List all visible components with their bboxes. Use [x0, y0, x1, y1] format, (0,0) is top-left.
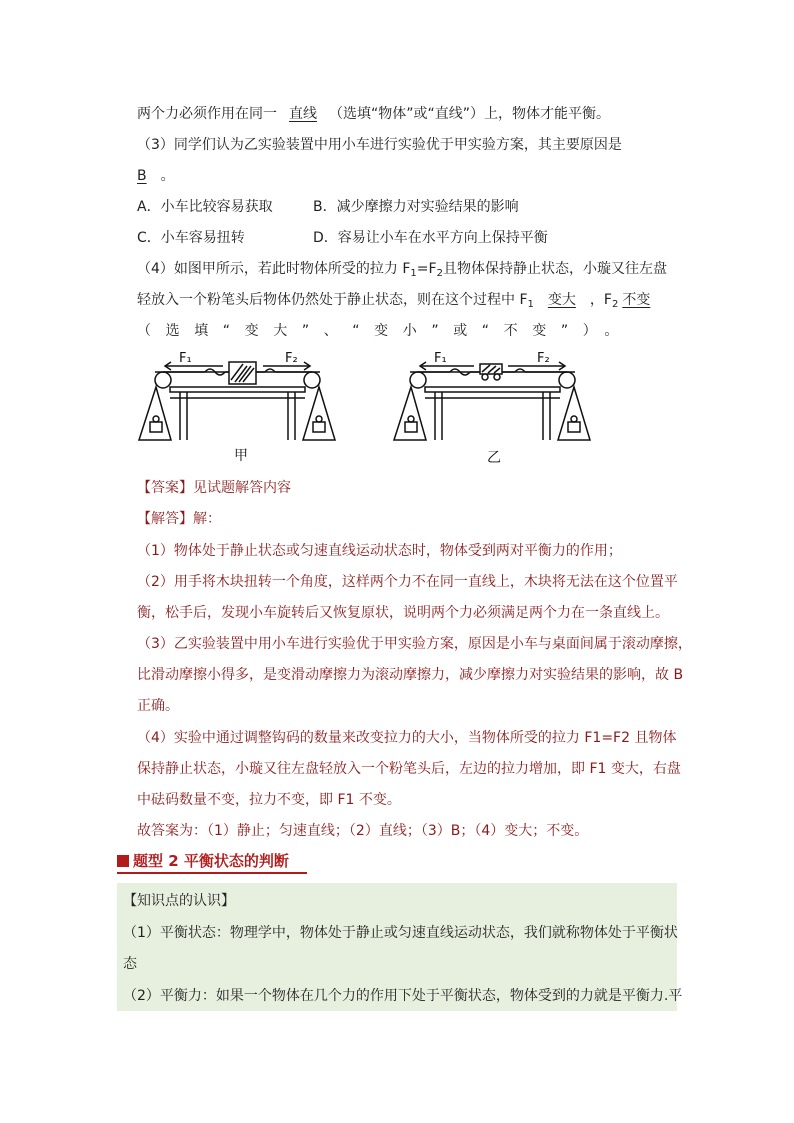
knowledge-k2-l1: （2）平衡力：如果一个物体在几个力的作用下处于平衡状态，物体受到的力就是平衡力.平 [123, 988, 683, 1004]
f2-label-jia: F₂ [285, 351, 298, 366]
f1-label-jia: F₁ [179, 351, 192, 366]
analysis-p2-l1: （2）用手将木块扭转一个角度，这样两个力不在同一直线上，木块将无法在这个位置平 [137, 574, 678, 590]
analysis-p3-l1: （3）乙实验装置中用小车进行实验优于甲实验方案，原因是小车与桌面间属于滚动摩擦， [137, 636, 692, 652]
q4-line2 [137, 290, 654, 315]
heading-underline [117, 872, 307, 874]
q2-suffix: （选填“物体”或“直线”）上，物体才能平衡。 [329, 106, 611, 122]
final-answer: 故答案为：（1）静止；匀速直线；（2）直线；（3）B；（4）变大；不变。 [137, 823, 589, 839]
analysis-p2-l2: 衡，松手后，发现小车旋转后又恢复原状，说明两个力必须满足两个力在一条直线上。 [137, 605, 669, 621]
knowledge-k1-l1: （1）平衡状态：物理学中，物体处于静止或匀速直线运动状态，我们就称物体处于平衡状 [123, 925, 678, 941]
knowledge-k1-l2: 态 [123, 956, 137, 972]
q4-sub2b: 2 [611, 299, 619, 310]
q4-line1 [137, 259, 667, 284]
section-heading [117, 850, 289, 872]
q3-options-cd [137, 228, 548, 248]
q4-sub1b: 1 [527, 299, 534, 310]
analysis-p1: （1）物体处于静止状态或匀速直线运动状态时，物体受到两对平衡力的作用； [137, 543, 622, 559]
q4-text-c: 且物体保持静止状态，小璇又往左盘 [442, 261, 667, 277]
q3-answer: B [137, 168, 147, 184]
f2-answer: 不变 [622, 292, 651, 308]
q4-text-b: =F [416, 261, 437, 277]
experiment-diagram [135, 350, 595, 465]
knowledge-label: 【知识点的认识】 [123, 893, 235, 909]
caption-jia: 甲 [234, 448, 248, 464]
q2-answer: 直线 [289, 106, 317, 122]
analysis-p3-l2: 比滑动摩擦小得多，是变滑动摩擦力为滚动摩擦力，减少摩擦力对实验结果的影响，故 B [137, 667, 684, 683]
option-d: D．容易让小车在水平方向上保持平衡 [313, 230, 548, 246]
analysis-label: 【解答】解： [137, 511, 221, 527]
q4-line3: （选填“变大”、“变小”或“不变”）。 [137, 323, 633, 339]
f1-label-yi: F₁ [434, 351, 447, 366]
q3-answer-line [137, 166, 175, 186]
q4-text-d: 轻放入一个粉笔头后物体仍然处于静止状态，则在这个过程中 F [137, 292, 528, 308]
knowledge-box [117, 883, 683, 1011]
apparatus-yi [394, 362, 590, 440]
f2-label-yi: F₂ [537, 351, 550, 366]
q2-tail-line [137, 104, 610, 124]
q4-sub1: 1 [410, 268, 417, 279]
analysis-p4-l1: （4）实验中通过调整钩码的数量来改变拉力的大小，当物体所受的拉力 F1=F2 且物体 [137, 730, 677, 746]
q2-prefix: 两个力必须作用在同一 [137, 106, 277, 122]
caption-yi: 乙 [487, 450, 501, 465]
q3-options-ab [137, 197, 519, 217]
q4-sep: ，F [589, 292, 612, 308]
analysis-p3-l3: 正确。 [137, 698, 179, 714]
q3-stem: （3）同学们认为乙实验装置中用小车进行实验优于甲实验方案，其主要原因是 [137, 137, 622, 153]
analysis-p4-l2: 保持静止状态，小璇又往左盘轻放入一个粉笔头后，左边的拉力增加，即 F1 变大，右盘 [137, 761, 681, 777]
section-title: 题型 2 平衡状态的判断 [133, 852, 289, 870]
q4-sub2: 2 [436, 268, 443, 279]
answer-label: 【答案】见试题解答内容 [137, 480, 291, 496]
f1-answer: 变大 [547, 292, 576, 308]
option-c: C．小车容易扭转 [137, 230, 245, 246]
heading-square-icon [117, 855, 129, 867]
q4-text-a: （4）如图甲所示，若此时物体所受的拉力 F [137, 261, 411, 277]
apparatus-jia [139, 362, 335, 440]
option-b: B．减少摩擦力对实验结果的影响 [313, 199, 519, 215]
q3-end: 。 [160, 168, 175, 184]
analysis-p4-l3: 中砝码数量不变，拉力不变，即 F1 不变。 [137, 792, 401, 808]
option-a: A．小车比较容易获取 [137, 199, 273, 215]
